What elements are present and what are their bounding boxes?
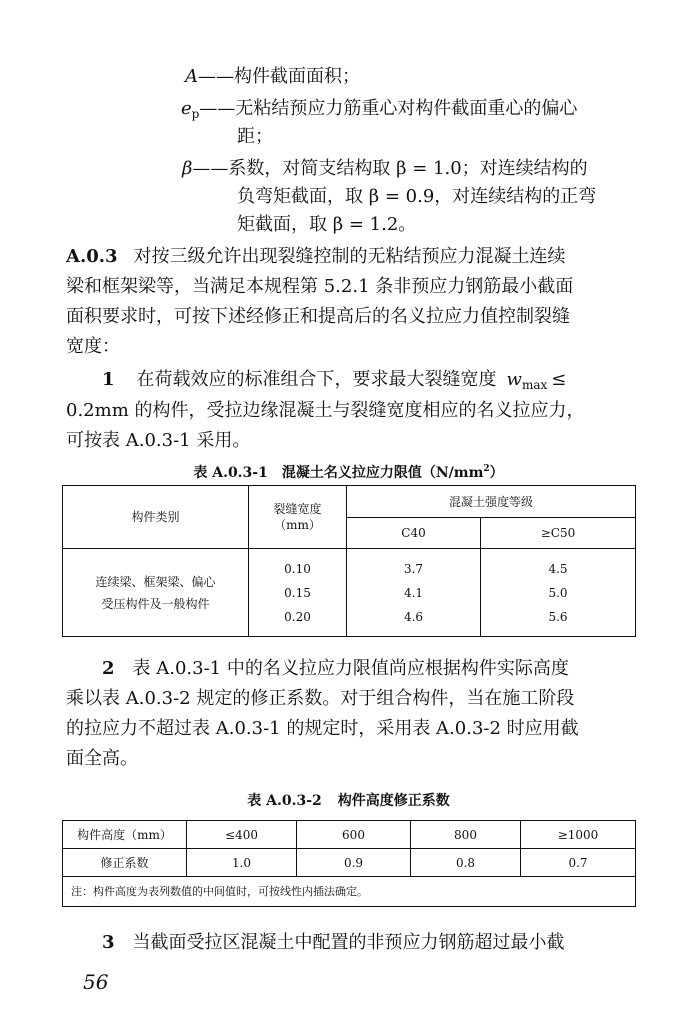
section-number: A.0.3 (66, 246, 118, 267)
table2-height-800: 800 (411, 821, 521, 849)
table2-height-label: 构件高度（mm） (63, 821, 187, 849)
item1-line3: 可按表 A.0.3-1 采用。 (66, 430, 251, 451)
item1-line2: 0.2mm 的构件，受拉边缘混凝土与裂缝宽度相应的名义拉应力， (66, 400, 585, 421)
item2-line4: 面全高。 (66, 748, 138, 769)
table1-c50-values: 4.5 5.0 5.6 (481, 549, 636, 637)
table2-factor-1000: 0.7 (521, 849, 636, 877)
table2-height-1000: ≥1000 (521, 821, 636, 849)
item3-number: 3 (102, 932, 115, 953)
section-a03-line1: A.0.3 对按三级允许出现裂缝控制的无粘结预应力混凝土连续 (66, 246, 566, 267)
definition-a: A——构件截面面积； (185, 66, 360, 87)
table2-factor-label: 修正系数 (63, 849, 187, 877)
item3-line1: 3 当截面受拉区混凝土中配置的非预应力钢筋超过最小截 (102, 932, 565, 953)
definition-ep-cont: 距； (237, 126, 273, 147)
symbol-beta: β (182, 158, 193, 179)
table1-widths: 0.10 0.15 0.20 (249, 549, 347, 637)
item2-number: 2 (102, 658, 115, 679)
table2-factor-400: 1.0 (187, 849, 297, 877)
item1-line1: 1 在荷载效应的标准组合下，要求最大裂缝宽度 $w_{max}$ ≤ (102, 369, 567, 392)
table1-header-c50: ≥C50 (481, 518, 636, 549)
symbol-a: A (185, 66, 198, 87)
definition-beta-cont-1: 负弯矩截面，取 β = 0.9，对连续结构的正弯 (237, 186, 597, 207)
section-a03-line4: 宽度： (66, 336, 120, 357)
table1 (62, 485, 636, 637)
item2-line2: 乘以表 A.0.3-2 规定的修正系数。对于组合构件，当在施工阶段 (66, 688, 575, 709)
item1-number: 1 (102, 369, 115, 390)
definition-ep: $e_p——$无粘结预应力筋重心对构件截面重心的偏心 (181, 98, 578, 121)
table1-caption: 表 A.0.3-1 混凝土名义拉应力限值$(N/mm^2)$ (193, 464, 504, 481)
table1-row-label: 连续梁、框架梁、偏心 受压构件及一般构件 (63, 549, 249, 637)
section-a03-line2: 梁和框架梁等，当满足本规程第 5.2.1 条非预应力钢筋最小截面 (66, 276, 574, 297)
table1-header-c40: C40 (347, 518, 481, 549)
table1-header-type: 构件类别 (63, 486, 249, 549)
page-number: 56 (83, 970, 109, 994)
definition-beta: β——系数，对简支结构取 β = 1.0；对连续结构的 (182, 158, 588, 179)
table2-factor-800: 0.8 (411, 849, 521, 877)
table2-note: 注：构件高度为表列数值的中间值时，可按线性内插法确定。 (63, 877, 636, 907)
table1-c40-values: 3.7 4.1 4.6 (347, 549, 481, 637)
table2-height-600: 600 (297, 821, 411, 849)
item2-line1: 2 表 A.0.3-1 中的名义拉应力限值尚应根据构件实际高度 (102, 658, 569, 679)
table2-factor-600: 0.9 (297, 849, 411, 877)
table2-height-400: ≤400 (187, 821, 297, 849)
definition-beta-cont-2: 矩截面，取 β = 1.2。 (237, 214, 417, 235)
table1-header-grade: 混凝土强度等级 (347, 486, 636, 518)
table2 (62, 820, 636, 907)
table1-header-width: 裂缝宽度 （mm） (249, 486, 347, 549)
section-a03-line3: 面积要求时，可按下述经修正和提高后的名义拉应力值控制裂缝 (66, 306, 570, 327)
symbol-ep: e (181, 98, 192, 119)
table2-caption: 表 A.0.3-2 构件高度修正系数 (247, 793, 450, 809)
item2-line3: 的拉应力不超过表 A.0.3-1 的规定时，采用表 A.0.3-2 时应用截 (66, 718, 579, 739)
